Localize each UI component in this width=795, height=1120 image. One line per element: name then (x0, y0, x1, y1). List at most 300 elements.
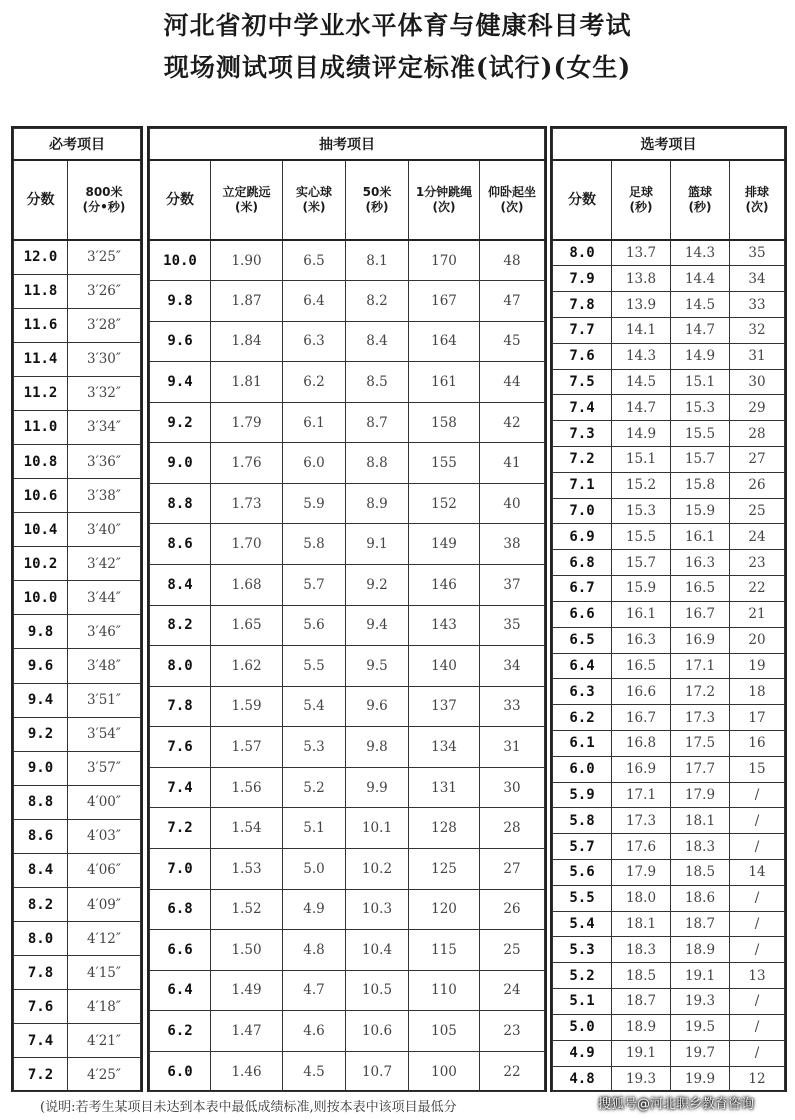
value-cell: 14.9 (612, 421, 671, 447)
table-row (150, 686, 545, 727)
column-header: 仰卧起坐 (次) (480, 160, 545, 240)
score-cell: 7.3 (553, 421, 612, 447)
table-row (553, 860, 785, 886)
score-cell: 9.8 (14, 615, 68, 649)
value-cell: 45 (480, 321, 545, 362)
value-cell: 3′25″ (68, 240, 141, 274)
value-cell: 17.1 (671, 653, 730, 679)
value-cell: 1.59 (211, 686, 283, 727)
column-header: 分数 (553, 160, 612, 240)
value-cell: 110 (409, 970, 480, 1011)
table-row (150, 889, 545, 930)
table-row (553, 576, 785, 602)
value-cell: 33 (730, 292, 785, 318)
value-cell: 5.5 (283, 646, 346, 687)
value-cell: 3′30″ (68, 342, 141, 376)
value-cell: 1.62 (211, 646, 283, 687)
value-cell: 18.3 (671, 834, 730, 860)
value-cell: 10.1 (346, 808, 409, 849)
table-row (14, 513, 141, 547)
table-row (14, 308, 141, 342)
column-header: 排球 (次) (730, 160, 785, 240)
value-cell: 14.3 (612, 343, 671, 369)
value-cell: 6.2 (283, 362, 346, 403)
value-cell: 19.9 (671, 1066, 730, 1092)
table-row (553, 1014, 785, 1040)
column-header: 足球 (秒) (612, 160, 671, 240)
value-cell: 3′42″ (68, 547, 141, 581)
value-cell: 1.56 (211, 767, 283, 808)
table-row (553, 1066, 785, 1092)
table-row (553, 911, 785, 937)
value-cell: 5.2 (283, 767, 346, 808)
score-cell: 8.0 (14, 922, 68, 956)
value-cell: 4′21″ (68, 1024, 141, 1058)
value-cell: 6.0 (283, 443, 346, 484)
value-cell: 18.1 (671, 808, 730, 834)
value-cell: 30 (730, 369, 785, 395)
value-cell: 1.84 (211, 321, 283, 362)
score-cell: 10.2 (14, 547, 68, 581)
value-cell: 120 (409, 889, 480, 930)
value-cell: 4.8 (283, 930, 346, 971)
value-cell: 17.3 (612, 808, 671, 834)
value-cell: 131 (409, 767, 480, 808)
value-cell: 10.6 (346, 1011, 409, 1052)
score-cell: 5.1 (553, 989, 612, 1015)
value-cell: 1.81 (211, 362, 283, 403)
table-row (150, 362, 545, 403)
table-row (14, 240, 141, 274)
value-cell: 8.2 (346, 281, 409, 322)
column-header: 实心球 (米) (283, 160, 346, 240)
column-header: 立定跳远 (米) (211, 160, 283, 240)
score-cell: 7.8 (14, 956, 68, 990)
value-cell: 158 (409, 402, 480, 443)
table-row (150, 321, 545, 362)
value-cell: 10.4 (346, 930, 409, 971)
value-cell: 13 (730, 963, 785, 989)
footnote: (说明:若考生某项目未达到本表中最低成绩标准,则按本表中该项目最低分 (40, 1100, 457, 1115)
value-cell: 24 (480, 970, 545, 1011)
value-cell: 4′12″ (68, 922, 141, 956)
value-cell: 26 (480, 889, 545, 930)
score-cell: 5.0 (553, 1014, 612, 1040)
value-cell: 8.7 (346, 402, 409, 443)
score-cell: 6.0 (150, 1051, 211, 1092)
score-cell: 10.4 (14, 513, 68, 547)
table-row (150, 808, 545, 849)
value-cell: 16.1 (671, 524, 730, 550)
value-cell: 1.73 (211, 483, 283, 524)
value-cell: 47 (480, 281, 545, 322)
value-cell: 18.7 (612, 989, 671, 1015)
score-cell: 5.6 (553, 860, 612, 886)
table-row (553, 730, 785, 756)
table-row (14, 1024, 141, 1058)
value-cell: 28 (730, 421, 785, 447)
value-cell: 16.5 (612, 653, 671, 679)
table-row (14, 956, 141, 990)
table-row (150, 605, 545, 646)
score-cell: 8.8 (150, 483, 211, 524)
value-cell: 15.1 (612, 447, 671, 473)
value-cell: 38 (480, 524, 545, 565)
value-cell: 41 (480, 443, 545, 484)
score-cell: 11.0 (14, 410, 68, 444)
value-cell: 27 (730, 447, 785, 473)
score-cell: 8.2 (14, 887, 68, 921)
table-row (150, 483, 545, 524)
value-cell: 40 (480, 483, 545, 524)
value-cell: 4′25″ (68, 1058, 141, 1092)
value-cell: 5.6 (283, 605, 346, 646)
score-cell: 9.2 (150, 402, 211, 443)
required-section-header: 必考项目 (14, 129, 141, 161)
value-cell: 14.3 (671, 240, 730, 266)
value-cell: / (730, 937, 785, 963)
value-cell: 23 (480, 1011, 545, 1052)
score-cell: 6.4 (553, 653, 612, 679)
value-cell: 14.1 (612, 317, 671, 343)
score-cell: 7.5 (553, 369, 612, 395)
table-row (14, 683, 141, 717)
table-row (553, 885, 785, 911)
value-cell: 146 (409, 565, 480, 606)
table-row (553, 395, 785, 421)
value-cell: 9.1 (346, 524, 409, 565)
score-cell: 7.6 (150, 727, 211, 768)
value-cell: 17.9 (671, 782, 730, 808)
value-cell: 33 (480, 686, 545, 727)
value-cell: 19.3 (612, 1066, 671, 1092)
table-row (553, 369, 785, 395)
value-cell: 18.7 (671, 911, 730, 937)
value-cell: / (730, 808, 785, 834)
value-cell: 3′51″ (68, 683, 141, 717)
score-cell: 11.6 (14, 308, 68, 342)
value-cell: 17.3 (671, 705, 730, 731)
score-cell: 5.8 (553, 808, 612, 834)
score-cell: 7.2 (553, 447, 612, 473)
value-cell: 23 (730, 550, 785, 576)
score-cell: 7.9 (553, 266, 612, 292)
table-row (14, 376, 141, 410)
value-cell: 15.2 (612, 472, 671, 498)
value-cell: 164 (409, 321, 480, 362)
value-cell: 17.7 (671, 756, 730, 782)
table-row (553, 421, 785, 447)
column-header: 分数 (14, 160, 68, 240)
page-subtitle: 现场测试项目成绩评定标准(试行)(女生) (163, 53, 632, 82)
value-cell: 13.8 (612, 266, 671, 292)
value-cell: 14.4 (671, 266, 730, 292)
value-cell: / (730, 1040, 785, 1066)
score-cell: 6.2 (553, 705, 612, 731)
value-cell: / (730, 911, 785, 937)
value-cell: 140 (409, 646, 480, 687)
table-row (553, 705, 785, 731)
value-cell: 19 (730, 653, 785, 679)
score-cell: 10.6 (14, 479, 68, 513)
value-cell: 1.50 (211, 930, 283, 971)
score-cell: 7.8 (553, 292, 612, 318)
score-cell: 8.4 (14, 853, 68, 887)
value-cell: 149 (409, 524, 480, 565)
value-cell: 13.7 (612, 240, 671, 266)
value-cell: 15.7 (671, 447, 730, 473)
table-row (14, 615, 141, 649)
value-cell: 3′26″ (68, 274, 141, 308)
value-cell: 18.5 (671, 860, 730, 886)
value-cell: 22 (730, 576, 785, 602)
value-cell: 25 (730, 498, 785, 524)
value-cell: 19.3 (671, 989, 730, 1015)
value-cell: 5.9 (283, 483, 346, 524)
value-cell: 155 (409, 443, 480, 484)
value-cell: 19.1 (612, 1040, 671, 1066)
value-cell: 1.52 (211, 889, 283, 930)
value-cell: 16 (730, 730, 785, 756)
value-cell: 19.7 (671, 1040, 730, 1066)
value-cell: 3′38″ (68, 479, 141, 513)
table-row (14, 547, 141, 581)
table-row (553, 679, 785, 705)
value-cell: 1.49 (211, 970, 283, 1011)
elective-section-header: 选考项目 (553, 129, 785, 161)
value-cell: 15.5 (671, 421, 730, 447)
score-cell: 6.8 (553, 550, 612, 576)
value-cell: 25 (480, 930, 545, 971)
score-cell: 6.6 (553, 601, 612, 627)
value-cell: 21 (730, 601, 785, 627)
value-cell: 1.90 (211, 240, 283, 281)
table-row (14, 581, 141, 615)
value-cell: 1.87 (211, 281, 283, 322)
score-cell: 7.6 (14, 990, 68, 1024)
score-cell: 8.4 (150, 565, 211, 606)
value-cell: 18.5 (612, 963, 671, 989)
table-row (150, 930, 545, 971)
score-cell: 6.0 (553, 756, 612, 782)
value-cell: 100 (409, 1051, 480, 1092)
value-cell: 3′48″ (68, 649, 141, 683)
value-cell: 24 (730, 524, 785, 550)
value-cell: 28 (480, 808, 545, 849)
value-cell: 4′03″ (68, 819, 141, 853)
score-cell: 11.2 (14, 376, 68, 410)
score-cell: 7.4 (14, 1024, 68, 1058)
table-row (150, 443, 545, 484)
value-cell: 15.5 (612, 524, 671, 550)
value-cell: 3′40″ (68, 513, 141, 547)
value-cell: 1.65 (211, 605, 283, 646)
value-cell: 5.7 (283, 565, 346, 606)
value-cell: 14.5 (671, 292, 730, 318)
value-cell: 16.6 (612, 679, 671, 705)
column-header: 50米 (秒) (346, 160, 409, 240)
value-cell: 10.2 (346, 848, 409, 889)
value-cell: / (730, 885, 785, 911)
score-cell: 5.9 (553, 782, 612, 808)
table-row (150, 1011, 545, 1052)
table-row (14, 410, 141, 444)
value-cell: 4.7 (283, 970, 346, 1011)
page-title: 河北省初中学业水平体育与健康科目考试 (163, 11, 632, 40)
table-row (14, 922, 141, 956)
value-cell: 32 (730, 317, 785, 343)
value-cell: 20 (730, 627, 785, 653)
value-cell: 16.1 (612, 601, 671, 627)
score-cell: 8.0 (150, 646, 211, 687)
score-cell: 6.7 (553, 576, 612, 602)
value-cell: 16.7 (612, 705, 671, 731)
value-cell: 161 (409, 362, 480, 403)
value-cell: 19.1 (671, 963, 730, 989)
table-row (14, 1058, 141, 1092)
value-cell: 10.7 (346, 1051, 409, 1092)
value-cell: 16.9 (671, 627, 730, 653)
score-cell: 5.4 (553, 911, 612, 937)
value-cell: 3′28″ (68, 308, 141, 342)
value-cell: 15.1 (671, 369, 730, 395)
value-cell: 18.0 (612, 885, 671, 911)
value-cell: 18.1 (612, 911, 671, 937)
value-cell: 30 (480, 767, 545, 808)
value-cell: 14.5 (612, 369, 671, 395)
score-cell: 9.2 (14, 717, 68, 751)
value-cell: 5.4 (283, 686, 346, 727)
value-cell: 10.5 (346, 970, 409, 1011)
value-cell: 16.3 (671, 550, 730, 576)
table-row (14, 274, 141, 308)
value-cell: 8.9 (346, 483, 409, 524)
value-cell: 34 (480, 646, 545, 687)
value-cell: 17.9 (612, 860, 671, 886)
value-cell: 14.9 (671, 343, 730, 369)
table-row (14, 479, 141, 513)
value-cell: 17.2 (671, 679, 730, 705)
score-cell: 6.9 (553, 524, 612, 550)
table-row (553, 653, 785, 679)
score-cell: 8.8 (14, 785, 68, 819)
table-row (553, 963, 785, 989)
score-cell: 7.2 (14, 1058, 68, 1092)
value-cell: 9.5 (346, 646, 409, 687)
table-row (14, 751, 141, 785)
column-header: 1分钟跳绳 (次) (409, 160, 480, 240)
score-cell: 5.3 (553, 937, 612, 963)
value-cell: 10.3 (346, 889, 409, 930)
value-cell: 9.6 (346, 686, 409, 727)
table-row (150, 970, 545, 1011)
table-row (150, 524, 545, 565)
value-cell: 4′18″ (68, 990, 141, 1024)
table-row (553, 937, 785, 963)
score-cell: 6.8 (150, 889, 211, 930)
drawn-items-table (147, 126, 547, 1092)
table-row (14, 342, 141, 376)
value-cell: 13.9 (612, 292, 671, 318)
value-cell: 31 (480, 727, 545, 768)
score-cell: 8.0 (553, 240, 612, 266)
value-cell: 4.6 (283, 1011, 346, 1052)
value-cell: 4′09″ (68, 887, 141, 921)
value-cell: 152 (409, 483, 480, 524)
value-cell: 9.8 (346, 727, 409, 768)
value-cell: 15.3 (612, 498, 671, 524)
score-cell: 6.5 (553, 627, 612, 653)
table-row (553, 989, 785, 1015)
value-cell: 8.4 (346, 321, 409, 362)
value-cell: 1.46 (211, 1051, 283, 1092)
value-cell: 4′15″ (68, 956, 141, 990)
table-row (553, 601, 785, 627)
value-cell: 16.5 (671, 576, 730, 602)
score-cell: 9.4 (150, 362, 211, 403)
value-cell: 6.3 (283, 321, 346, 362)
score-cell: 6.1 (553, 730, 612, 756)
value-cell: 29 (730, 395, 785, 421)
value-cell: 14.7 (671, 317, 730, 343)
value-cell: 3′46″ (68, 615, 141, 649)
table-row (150, 848, 545, 889)
value-cell: 19.5 (671, 1014, 730, 1040)
table-row (553, 343, 785, 369)
table-row (150, 767, 545, 808)
score-cell: 9.6 (14, 649, 68, 683)
score-cell: 10.8 (14, 444, 68, 478)
value-cell: 9.2 (346, 565, 409, 606)
table-row (553, 808, 785, 834)
value-cell: 15.8 (671, 472, 730, 498)
value-cell: 17.6 (612, 834, 671, 860)
score-cell: 7.2 (150, 808, 211, 849)
value-cell: 115 (409, 930, 480, 971)
value-cell: 1.70 (211, 524, 283, 565)
value-cell: 15 (730, 756, 785, 782)
value-cell: 1.76 (211, 443, 283, 484)
value-cell: 18.9 (671, 937, 730, 963)
table-row (14, 444, 141, 478)
value-cell: 16.8 (612, 730, 671, 756)
table-row (553, 1040, 785, 1066)
value-cell: 8.8 (346, 443, 409, 484)
value-cell: 18.6 (671, 885, 730, 911)
score-cell: 6.4 (150, 970, 211, 1011)
value-cell: 5.3 (283, 727, 346, 768)
value-cell: 9.4 (346, 605, 409, 646)
value-cell: 5.8 (283, 524, 346, 565)
value-cell: 3′57″ (68, 751, 141, 785)
value-cell: 26 (730, 472, 785, 498)
value-cell: / (730, 834, 785, 860)
value-cell: / (730, 989, 785, 1015)
table-row (150, 646, 545, 687)
score-cell: 8.6 (150, 524, 211, 565)
value-cell: 137 (409, 686, 480, 727)
value-cell: 14.7 (612, 395, 671, 421)
table-row (14, 785, 141, 819)
value-cell: 6.5 (283, 240, 346, 281)
table-row (14, 717, 141, 751)
value-cell: 15.7 (612, 550, 671, 576)
column-header: 篮球 (秒) (671, 160, 730, 240)
value-cell: 16.7 (671, 601, 730, 627)
value-cell: 1.53 (211, 848, 283, 889)
table-row (150, 565, 545, 606)
required-items-table (11, 126, 143, 1092)
